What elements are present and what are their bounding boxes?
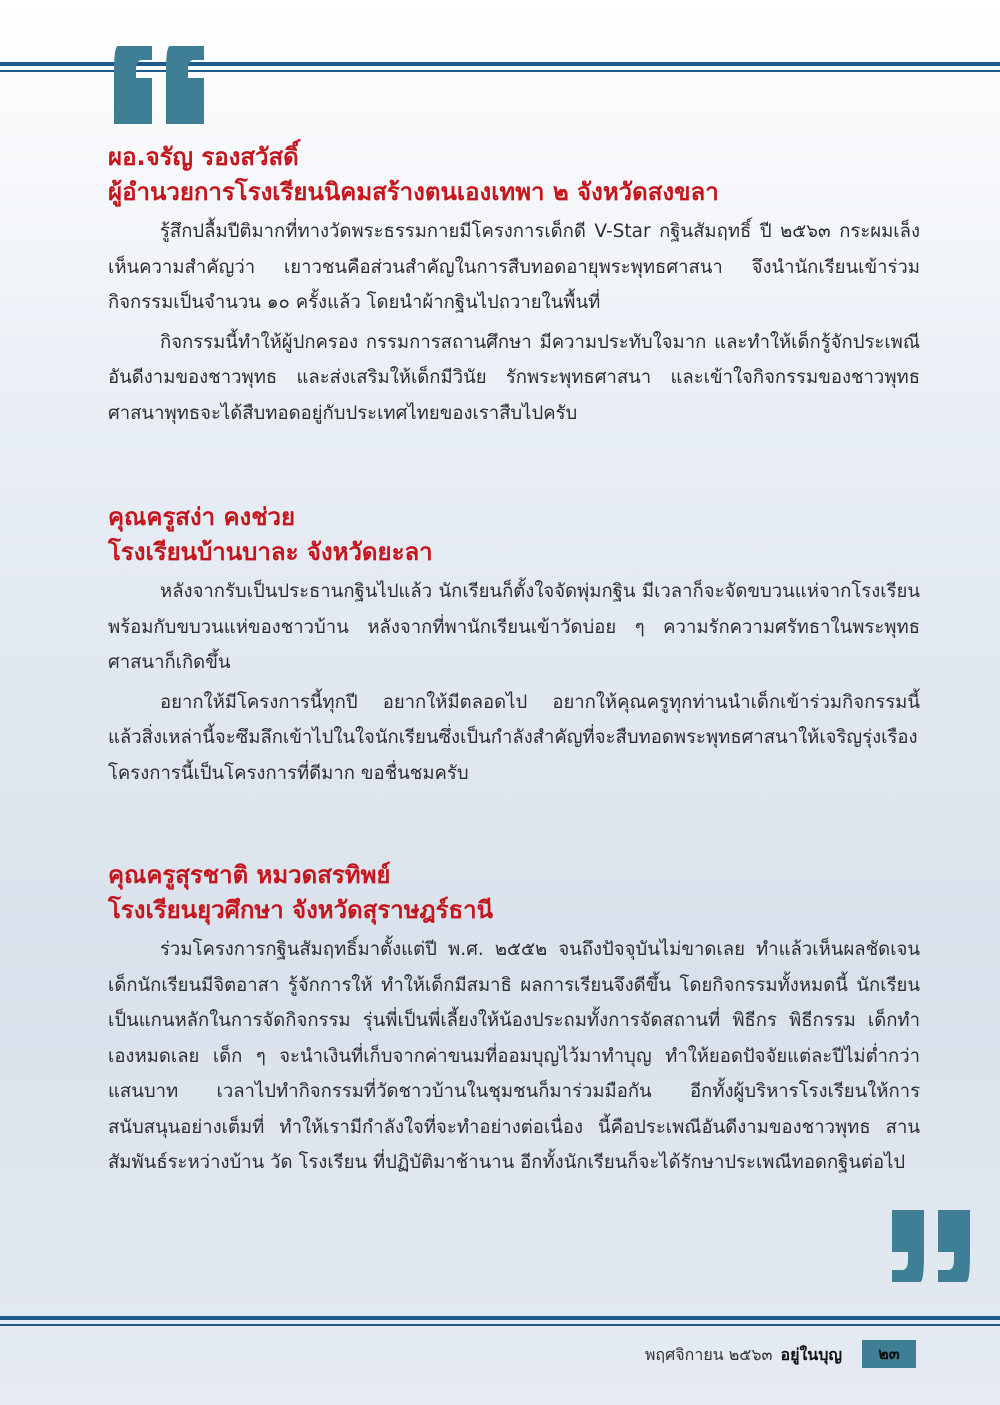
speaker-name: คุณครูสง่า คงช่วย (108, 503, 296, 531)
magazine-title: อยู่ในบุญ (780, 1345, 842, 1364)
speaker-name: คุณครูสุรชาติ หมวดสรทิพย์ (108, 861, 391, 889)
open-quote-icon (104, 38, 214, 128)
page-number: ๒๓ (862, 1340, 916, 1368)
paragraph: อยากให้มีโครงการนี้ทุกปี อยากให้มีตลอดไป อยากให้คุณครูทุกท่านนำเด็กเข้าร่วมกิจกรรมนี้ แล้วสิ่งเหล่านี้จะซึมลึกเข้าไปในใจนักเรียนซึ่งเป็นกำลังสำคัญที่จะสืบทอดพระพุทธศาสนาให้เจริญรุ่งเรือง โครงการนี้เป็นโครงการที่ดีมาก ขอชื่นชมครับ (108, 691, 920, 784)
issue-date: พฤศจิกายน ๒๕๖๓ (644, 1345, 773, 1364)
speaker-name: ผอ.จรัญ รองสวัสดิ์ (108, 143, 299, 171)
close-quote-icon (888, 1208, 978, 1284)
paragraph: กิจกรรมนี้ทำให้ผู้ปกครอง กรรมการสถานศึกษา มีความประทับใจมาก และทำให้เด็กรู้จักประเพณีอันดีงามของชาวพุทธ และส่งเสริมให้เด็กมีวินัย รักพระพุทธศาสนา และเข้าใจกิจกรรมของชาวพุทธ ศาสนาพุทธจะได้สืบทอดอยู่กับประเทศไทยของเราสืบไปครับ (108, 331, 920, 424)
paragraph: รู้สึกปลื้มปีติมากที่ทางวัดพระธรรมกายมีโครงการเด็กดี V-Star กฐินสัมฤทธิ์ ปี ๒๕๖๓ กระผมเล็งเห็นความสำคัญว่า เยาวชนคือส่วนสำคัญในการสืบทอดอายุพระพุทธศาสนา จึงนำนักเรียนเข้าร่วมกิจกรรมเป็นจำนวน ๑๐ ครั้งแล้ว โดยนำผ้ากฐินไปถวายในพื้นที่ (108, 221, 920, 313)
bottom-rule-thick (0, 1316, 1000, 1320)
paragraph: หลังจากรับเป็นประธานกฐินไปแล้ว นักเรียนก็ตั้งใจจัดพุ่มกฐิน มีเวลาก็จะจัดขบวนแห่จากโรงเรียนพร้อมกับขบวนแห่ของชาวบ้าน หลังจากที่พานักเรียนเข้าวัดบ่อย ๆ ความรักความศรัทธาในพระพุทธศาสนาก็เกิดขึ้น (108, 581, 920, 673)
speaker-title: โรงเรียนบ้านบาละ จังหวัดยะลา (108, 538, 433, 566)
speaker-title: ผู้อำนวยการโรงเรียนนิคมสร้างตนเองเทพา ๒ จังหวัดสงขลา (108, 178, 719, 206)
page-footer (0, 1340, 1000, 1370)
testimonial-1 (108, 140, 920, 431)
paragraph: ร่วมโครงการกฐินสัมฤทธิ์มาตั้งแต่ปี พ.ศ. ๒๕๕๒ จนถึงปัจจุบันไม่ขาดเลย ทำแล้วเห็นผลชัดเจน เด็กนักเรียนมีจิตอาสา รู้จักการให้ ทำให้เด็กมีสมาธิ ผลการเรียนจึงดีขึ้น โดยกิจกรรมทั้งหมดนี้ นักเรียนเป็นแกนหลักในการจัดกิจกรรม รุ่นพี่เป็นพี่เลี้ยงให้น้องประถมทั้งการจัดสถานที่ พิธีกร พิธีกรรม เด็กทำเองหมดเลย เด็ก ๆ จะนำเงินที่เก็บจากค่าขนมที่ออมบุญไว้มาทำบุญ ทำให้ยอดปัจจัยแต่ละปีไม่ต่ำกว่าแสนบาท เวลาไปทำกิจกรรมที่วัดชาวบ้านในชุมชนก็มาร่วมมือกัน อีกทั้งผู้บริหารโรงเรียนให้การสนับสนุนอย่างเต็มที่ ทำให้เรามีกำลังใจที่จะทำอย่างต่อเนื่อง นี้คือประเพณีอันดีงามของชาวพุทธ สานสัมพันธ์ระหว่างบ้าน วัด โรงเรียน ที่ปฏิบัติมาช้านาน อีกทั้งนักเรียนก็จะได้รักษาประเพณีทอดกฐินต่อไป (108, 939, 920, 1173)
testimonial-3 (108, 858, 920, 1181)
bottom-rule-thin (0, 1324, 1000, 1326)
footer-text (645, 1343, 842, 1368)
speaker-title: โรงเรียนยุวศึกษา จังหวัดสุราษฎร์ธานี (108, 896, 494, 924)
testimonial-2 (108, 500, 920, 791)
